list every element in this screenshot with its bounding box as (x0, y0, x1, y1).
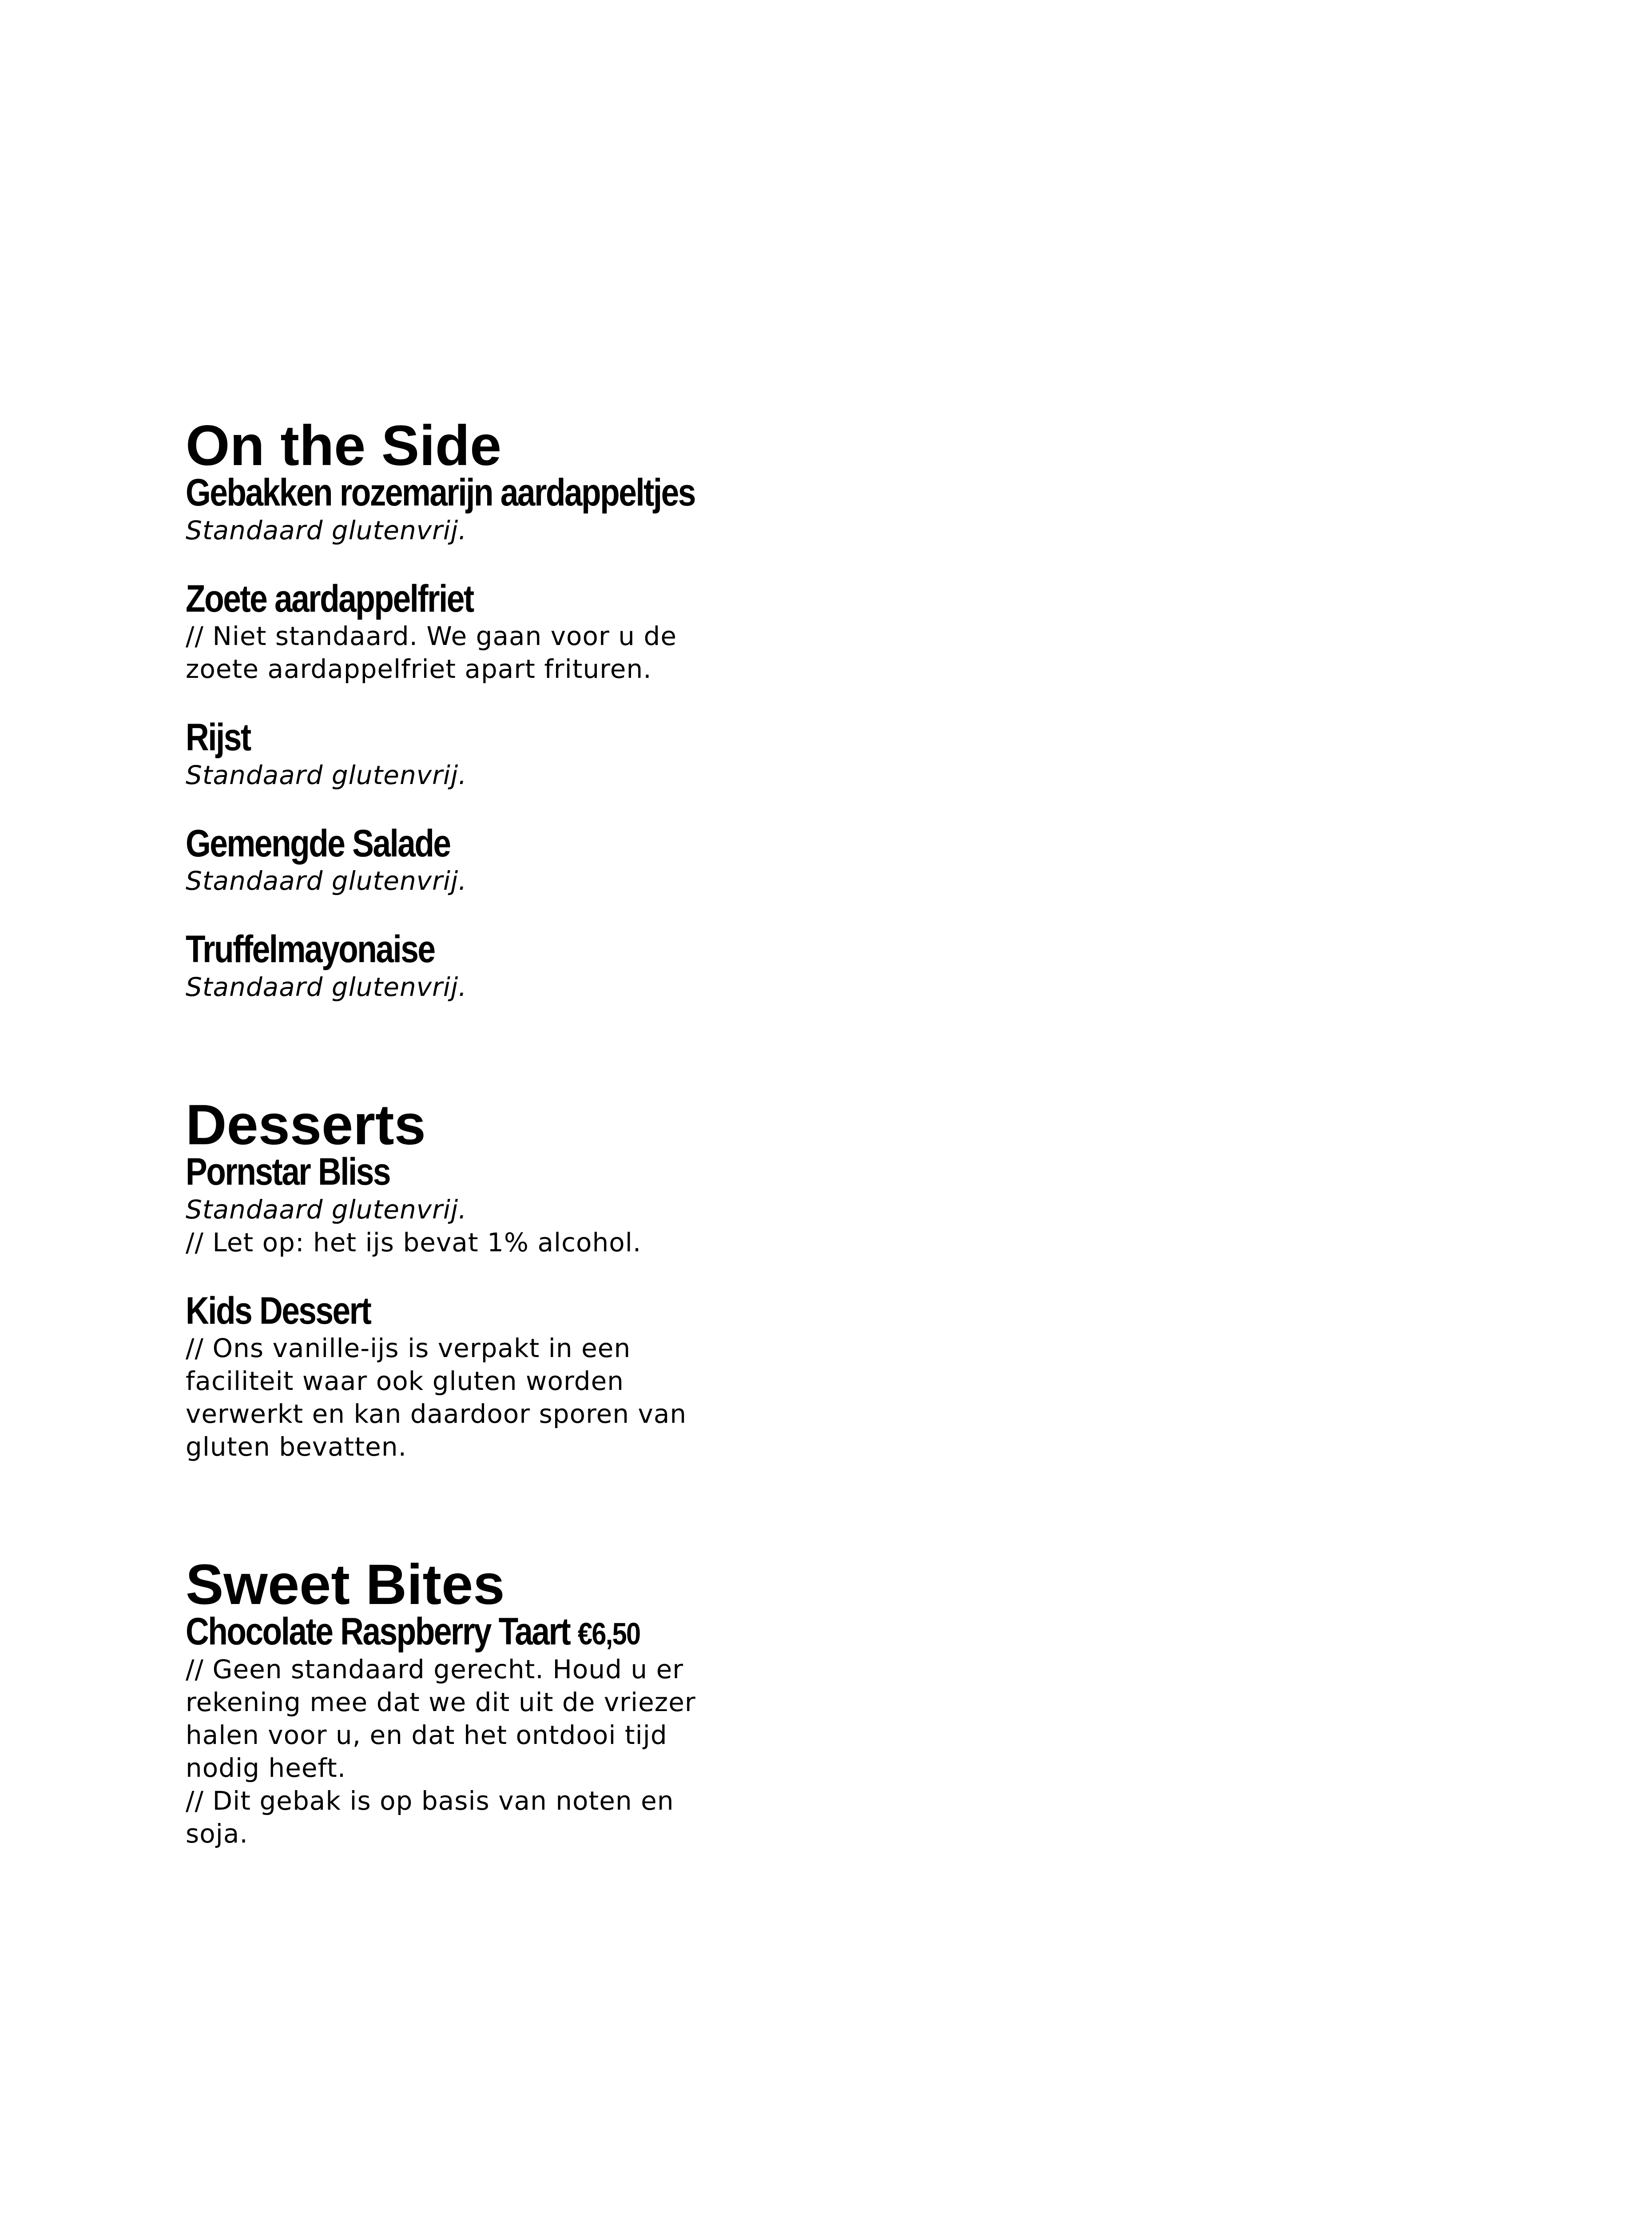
clipped-note-area (186, 1784, 741, 1849)
item-note: Standaard glutenvrij. (186, 515, 467, 545)
item-note: Standaard glutenvrij. (186, 1194, 467, 1225)
menu-item (186, 716, 741, 792)
item-note: // Let op: het ijs bevat 1% alcohol. (186, 1227, 642, 1258)
item-note: Standaard glutenvrij. (186, 866, 467, 896)
item-note: // Geen standaard gerecht. Houd u er rekening mee dat we dit uit de vriezer halen voor u, en dat het ontdooi tijd nodig heeft. (186, 1654, 696, 1783)
section-title: Sweet Bites (186, 1553, 505, 1617)
item-title: Gebakken rozemarijn aardappeltjes (186, 471, 695, 514)
menu-item (186, 1151, 741, 1259)
menu-item (186, 1290, 741, 1464)
menu-item (186, 1610, 741, 1849)
section-on-the-side (186, 414, 741, 1003)
menu-column (186, 414, 741, 1849)
menu-item (186, 928, 741, 1003)
menu-item (186, 472, 741, 547)
section-desserts (186, 1093, 741, 1463)
item-note: // Dit gebak is op basis van noten en soja. (186, 1785, 674, 1849)
section-sweet-bites (186, 1553, 741, 1849)
item-title: Truffelmayonaise (186, 928, 435, 971)
section-title: On the Side (186, 414, 502, 478)
item-title: Zoete aardappelfriet (186, 577, 473, 620)
section-title: Desserts (186, 1093, 426, 1157)
item-price: €6,50 (577, 1616, 640, 1652)
item-note: // Niet standaard. We gaan voor u de zoete aardappelfriet apart frituren. (186, 621, 677, 685)
item-title: Rijst (186, 716, 250, 759)
item-note: Standaard glutenvrij. (186, 971, 467, 1002)
item-title: Gemengde Salade (186, 822, 450, 865)
item-title: Pornstar Bliss (186, 1150, 390, 1193)
item-note: // Ons vanille-ijs is verpakt in een faciliteit waar ook gluten worden verwerkt en kan daardoor sporen van gluten bevatten. (186, 1333, 687, 1462)
item-note: Standaard glutenvrij. (186, 760, 467, 790)
item-title (186, 1611, 658, 1653)
menu-item (186, 578, 741, 686)
menu-item (186, 823, 741, 898)
item-title: Kids Dessert (186, 1289, 371, 1332)
item-name: Chocolate Raspberry Taart (186, 1610, 570, 1653)
